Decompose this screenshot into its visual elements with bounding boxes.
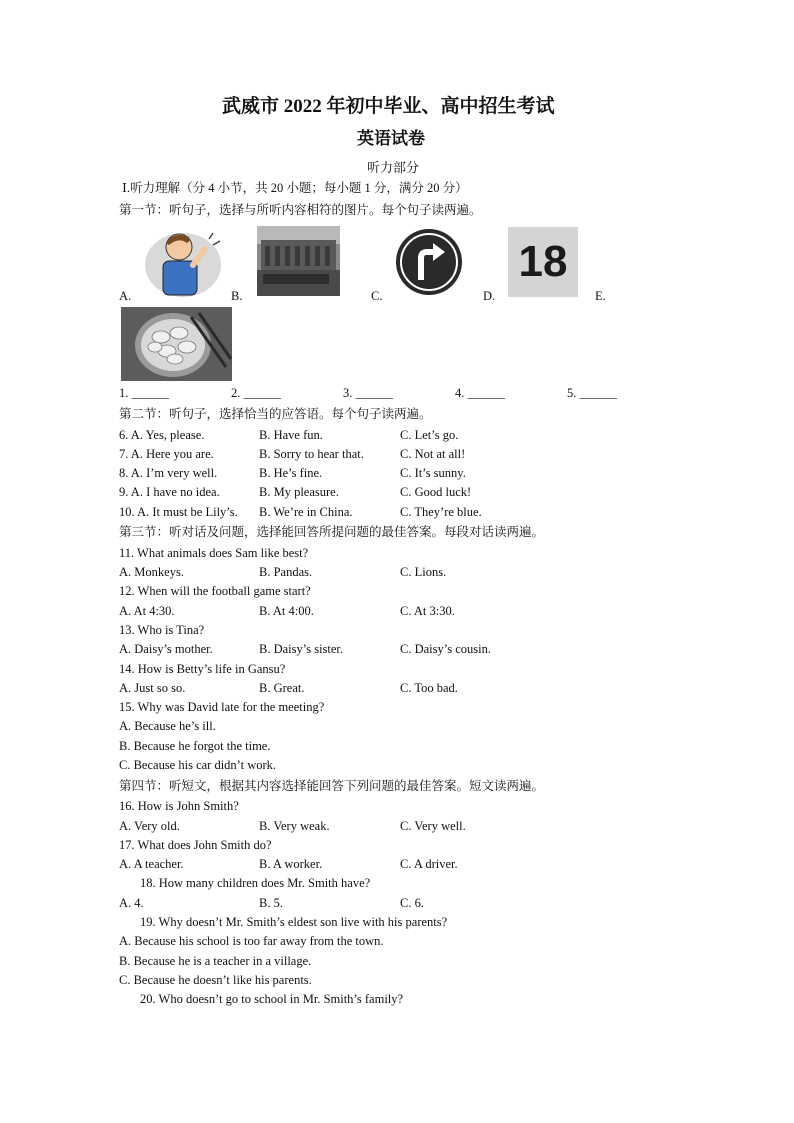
q18-option-a[interactable]: A. 4. bbox=[119, 896, 144, 910]
q13-question: 13. Who is Tina? bbox=[119, 623, 205, 637]
q12-option-a[interactable]: A. At 4:30. bbox=[119, 604, 175, 618]
q8-option-c[interactable]: C. It’s sunny. bbox=[400, 466, 466, 480]
section-3-heading: 第三节：听对话及问题，选择能回答所提问题的最佳答案。每段对话读两遍。 bbox=[119, 525, 545, 539]
q17-option-b[interactable]: B. A worker. bbox=[259, 857, 323, 871]
q13-option-c[interactable]: C. Daisy’s cousin. bbox=[400, 642, 491, 656]
blank-5[interactable]: 5. ______ bbox=[567, 386, 617, 400]
q8-option-a[interactable]: 8. A. I’m very well. bbox=[119, 466, 218, 480]
q15-option-b[interactable]: B. Because he forgot the time. bbox=[119, 739, 271, 753]
q7-option-b[interactable]: B. Sorry to hear that. bbox=[259, 447, 364, 461]
sign-number: 18 bbox=[518, 237, 568, 286]
part-one-heading: Ⅰ.听力理解（分 4 小节，共 20 小题；每小题 1 分，满分 20 分） bbox=[122, 181, 468, 195]
section-2-heading: 第二节：听句子，选择恰当的应答语。每个句子读两遍。 bbox=[119, 407, 432, 421]
q6-option-c[interactable]: C. Let’s go. bbox=[400, 428, 459, 442]
q14-option-a[interactable]: A. Just so so. bbox=[119, 681, 186, 695]
q17-question: 17. What does John Smith do? bbox=[119, 838, 272, 852]
q16-option-c[interactable]: C. Very well. bbox=[400, 819, 466, 833]
q11-option-a[interactable]: A. Monkeys. bbox=[119, 565, 184, 579]
q16-option-a[interactable]: A. Very old. bbox=[119, 819, 180, 833]
q19-option-c[interactable]: C. Because he doesn’t like his parents. bbox=[119, 973, 312, 987]
q20-question: 20. Who doesn’t go to school in Mr. Smith’s family? bbox=[140, 992, 404, 1006]
blank-4[interactable]: 4. ______ bbox=[455, 386, 505, 400]
q13-option-b[interactable]: B. Daisy’s sister. bbox=[259, 642, 344, 656]
q10-option-b[interactable]: B. We’re in China. bbox=[259, 505, 353, 519]
q6-option-b[interactable]: B. Have fun. bbox=[259, 428, 323, 442]
q19-question: 19. Why doesn’t Mr. Smith’s eldest son live with his parents? bbox=[140, 915, 448, 929]
q9-option-a[interactable]: 9. A. I have no idea. bbox=[119, 485, 220, 499]
q13-option-a[interactable]: A. Daisy’s mother. bbox=[119, 642, 213, 656]
q19-option-b[interactable]: B. Because he is a teacher in a village. bbox=[119, 954, 312, 968]
q17-option-c[interactable]: C. A driver. bbox=[400, 857, 458, 871]
q14-option-c[interactable]: C. Too bad. bbox=[400, 681, 458, 695]
q8-option-b[interactable]: B. He’s fine. bbox=[259, 466, 323, 480]
q9-option-b[interactable]: B. My pleasure. bbox=[259, 485, 339, 499]
q17-option-a[interactable]: A. A teacher. bbox=[119, 857, 184, 871]
q15-question: 15. Why was David late for the meeting? bbox=[119, 700, 325, 714]
q11-option-c[interactable]: C. Lions. bbox=[400, 565, 447, 579]
picture-label-d: D. bbox=[483, 289, 496, 303]
section-4-heading: 第四节：听短文，根据其内容选择能回答下列问题的最佳答案。短文读两遍。 bbox=[119, 779, 545, 793]
q16-option-b[interactable]: B. Very weak. bbox=[259, 819, 330, 833]
q7-option-a[interactable]: 7. A. Here you are. bbox=[119, 447, 214, 461]
blank-1[interactable]: 1. ______ bbox=[119, 386, 169, 400]
part-heading: 听力部分 bbox=[367, 160, 420, 175]
q12-question: 12. When will the football game start? bbox=[119, 584, 311, 598]
q16-question: 16. How is John Smith? bbox=[119, 799, 239, 813]
q10-option-c[interactable]: C. They’re blue. bbox=[400, 505, 482, 519]
q19-option-a[interactable]: A. Because his school is too far away from the town. bbox=[119, 934, 384, 948]
q18-question: 18. How many children does Mr. Smith have? bbox=[140, 876, 371, 890]
q14-option-b[interactable]: B. Great. bbox=[259, 681, 305, 695]
q15-option-a[interactable]: A. Because he’s ill. bbox=[119, 719, 216, 733]
q11-question: 11. What animals does Sam like best? bbox=[119, 546, 309, 560]
q15-option-c[interactable]: C. Because his car didn’t work. bbox=[119, 758, 277, 772]
q6-option-a[interactable]: 6. A. Yes, please. bbox=[119, 428, 205, 442]
q7-option-c[interactable]: C. Not at all! bbox=[400, 447, 466, 461]
q12-option-b[interactable]: B. At 4:00. bbox=[259, 604, 314, 618]
picture-d-number-sign bbox=[508, 227, 578, 297]
picture-a-boy bbox=[143, 225, 223, 297]
picture-c-turn-right-sign bbox=[395, 228, 463, 296]
picture-e-dumplings bbox=[121, 307, 232, 381]
blank-2[interactable]: 2. ______ bbox=[231, 386, 281, 400]
blank-3[interactable]: 3. ______ bbox=[343, 386, 393, 400]
q11-option-b[interactable]: B. Pandas. bbox=[259, 565, 313, 579]
exam-title: 武威市 2022 年初中毕业、高中招生考试 bbox=[222, 96, 555, 117]
exam-subtitle: 英语试卷 bbox=[357, 129, 425, 148]
picture-label-b: B. bbox=[231, 289, 243, 303]
q14-question: 14. How is Betty’s life in Gansu? bbox=[119, 662, 286, 676]
q12-option-c[interactable]: C. At 3:30. bbox=[400, 604, 455, 618]
q18-option-b[interactable]: B. 5. bbox=[259, 896, 283, 910]
q10-option-a[interactable]: 10. A. It must be Lily’s. bbox=[119, 505, 238, 519]
picture-label-a: A. bbox=[119, 289, 132, 303]
picture-b-library bbox=[257, 226, 340, 296]
q9-option-c[interactable]: C. Good luck! bbox=[400, 485, 472, 499]
q18-option-c[interactable]: C. 6. bbox=[400, 896, 424, 910]
picture-label-e: E. bbox=[595, 289, 606, 303]
picture-label-c: C. bbox=[371, 289, 383, 303]
section-1-heading: 第一节：听句子，选择与所听内容相符的图片。每个句子读两遍。 bbox=[119, 203, 482, 217]
